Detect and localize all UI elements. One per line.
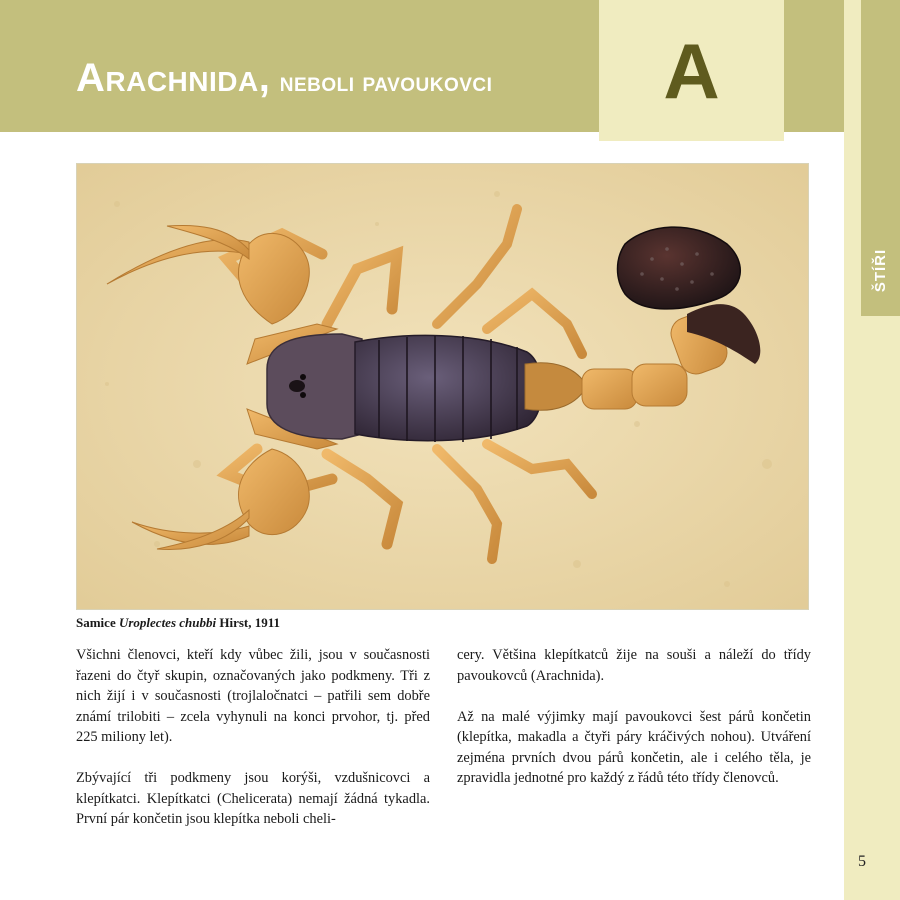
page-title — [76, 56, 492, 101]
paragraph: cery. Většina klepítkatců žije na souši a náleží do třídy pavoukovců (Arachnida). — [457, 647, 811, 684]
page-number: 5 — [858, 853, 866, 870]
paragraph: Všichni členovci, kteří kdy vůbec žili, jsou v současnosti řazeni do čtyř skupin, označovaných jako podkmeny. Tři z nich žijí i v současnosti (trojlaločnatci – patřili sem dobře známí trilobiti – zcela vyhynuli na konci prvohor, tj. před 225 miliony let). — [76, 647, 430, 745]
scorpion-photo — [76, 163, 809, 610]
side-tab-label-wrap — [861, 230, 900, 310]
chapter-letter: A — [663, 26, 720, 115]
text-column-right — [457, 645, 811, 809]
title-main: Arachnida, — [76, 56, 271, 100]
title-subtitle: neboli pavoukovci — [279, 67, 493, 97]
photo-caption — [76, 615, 280, 631]
side-tab-label: ŠTÍŘI — [872, 248, 889, 292]
text-column-left — [76, 645, 430, 850]
scorpion-illustration — [77, 164, 808, 609]
paragraph: Až na malé výjimky mají pavoukovci šest párů končetin (klepítka, makadla a čtyři páry kráčivých nohou). Utváření zejména prvních dvou párů končetin, ale i celého těla, je zpravidla jednotné pro každý z řádů této třídy členovců. — [457, 708, 811, 786]
caption-prefix: Samice — [76, 615, 119, 630]
chapter-letter-box — [599, 0, 784, 141]
paragraph: Zbývající tři podkmeny jsou korýši, vzdušnicovci a klepítkatci. Klepítkatci (Chelicerata) nemají žádná tykadla. První pár končetin jsou klepítka neboli cheli- — [76, 770, 430, 827]
caption-suffix: Hirst, 1911 — [216, 615, 281, 630]
caption-species: Uroplectes chubbi — [118, 615, 217, 630]
